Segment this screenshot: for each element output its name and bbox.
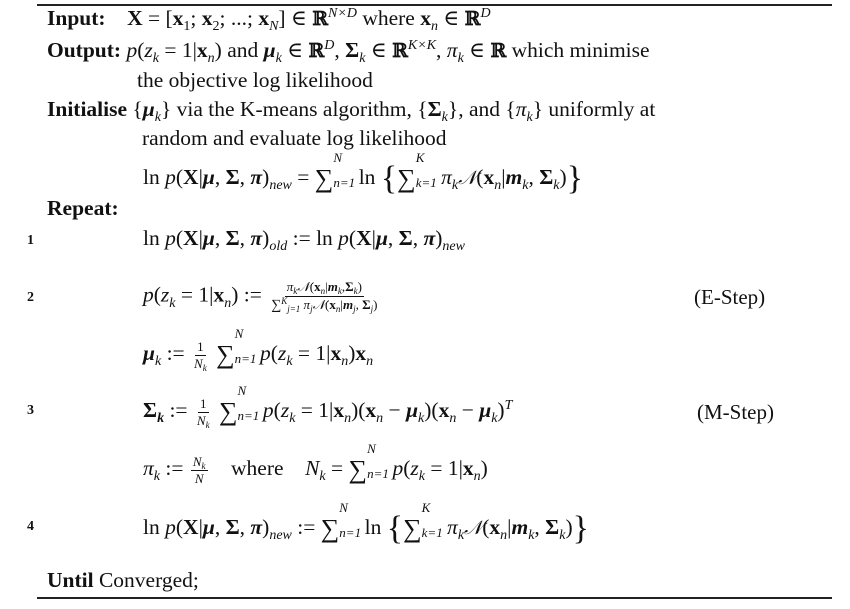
and-text-2: and (468, 97, 500, 121)
and-text: and (227, 38, 259, 62)
line-number-4: 4 (27, 519, 34, 534)
loglik-new-equation: ln p(X|μ, Σ, $\pi)_{new}$ := ∑ N n=1 ln {∑ K k=1 $\pi_k𝒩(x_n|m_k$, $\Sigma_k$)} (143, 500, 589, 547)
m-step-tag: (M-Step) (697, 400, 774, 424)
random-evaluate-text: random and evaluate log likelihood (142, 126, 447, 150)
until-line (47, 570, 199, 592)
e-step-tag: (E-Step) (694, 285, 766, 309)
line-number-3: 3 (27, 403, 34, 418)
pi-update-equation: $\pi_k$ := $\frac{N_k}{N}$ where $N_k$ = ∑ N n=1 $p(z_k = 1|x_n)$ (143, 441, 488, 486)
uniformly-text: uniformly at (548, 97, 656, 121)
which-minimise-text: which minimise (511, 38, 650, 62)
loglik-init-equation: ln p(X|μ, Σ, $\pi)_{new}$ = ∑ N n=1 ln {∑ K k=1 $\pi_k𝒩(x_n|m_k$, $\Sigma_k$)} (143, 150, 583, 197)
until-label: Until (47, 568, 94, 592)
loglik-old-equation: ln p(X|μ, Σ, $\pi)_{old}$ := ln p(X|μ, Σ, $\pi)_{new}$ (143, 226, 465, 254)
bottom-rule (37, 597, 832, 599)
initialise-line: Initialise $\{\mu_k\}$ via the K-means algorithm, $\{\Sigma_k\}$, and $\{\pi_k\}$ uniformly at (47, 97, 656, 125)
input-line: Input: $X = [x_1$; $x_2$; ...; $x_N$] ∈ ℝ$^{N\times D}$ where $x_n$ ∈ ℝ$^D$ (47, 6, 491, 34)
repeat-label: Repeat: (47, 196, 119, 220)
output-label: Output: (47, 38, 122, 62)
where-text-2: where (231, 456, 284, 481)
sigma-update-equation: $\Sigma_k$ := $\frac{1}{N_k}$ ∑ N n=1 $p(z_k = 1|x_n)(x_n - \mu_k)(x_n - \mu_k)^T$ (143, 383, 513, 430)
via-kmeans-text: via the K-means algorithm, (176, 97, 412, 121)
input-label: Input: (47, 6, 106, 30)
line-number-1: 1 (27, 233, 34, 248)
e-step-equation: $p(z_k = 1|x_n)$ := $\frac{\pi_k𝒩(x_n|m_k,\Sigma_k)}{\sum^K_{j=1} \pi_j𝒩(x_n|m_j, \Sigma_j)}$ (143, 279, 378, 314)
initialise-label: Initialise (47, 97, 128, 121)
output-line: Output: $p(z_k = 1|x_n)$ and $\mu_k$ ∈ ℝ$^D$, $\Sigma_k$ ∈ ℝ$^{K\times K}$, $\pi_k$ ∈ ℝ which minimise (47, 38, 650, 66)
converged-text: Converged; (98, 568, 199, 592)
where-text-1: where (362, 6, 415, 30)
mu-update-equation: $\mu_k$ := $\frac{1}{N_k}$ ∑ N n=1 $p(z_k = 1|x_n)x_n$ (143, 326, 374, 373)
line-number-2: 2 (27, 290, 34, 305)
objective-text: the objective log likelihood (137, 68, 373, 92)
